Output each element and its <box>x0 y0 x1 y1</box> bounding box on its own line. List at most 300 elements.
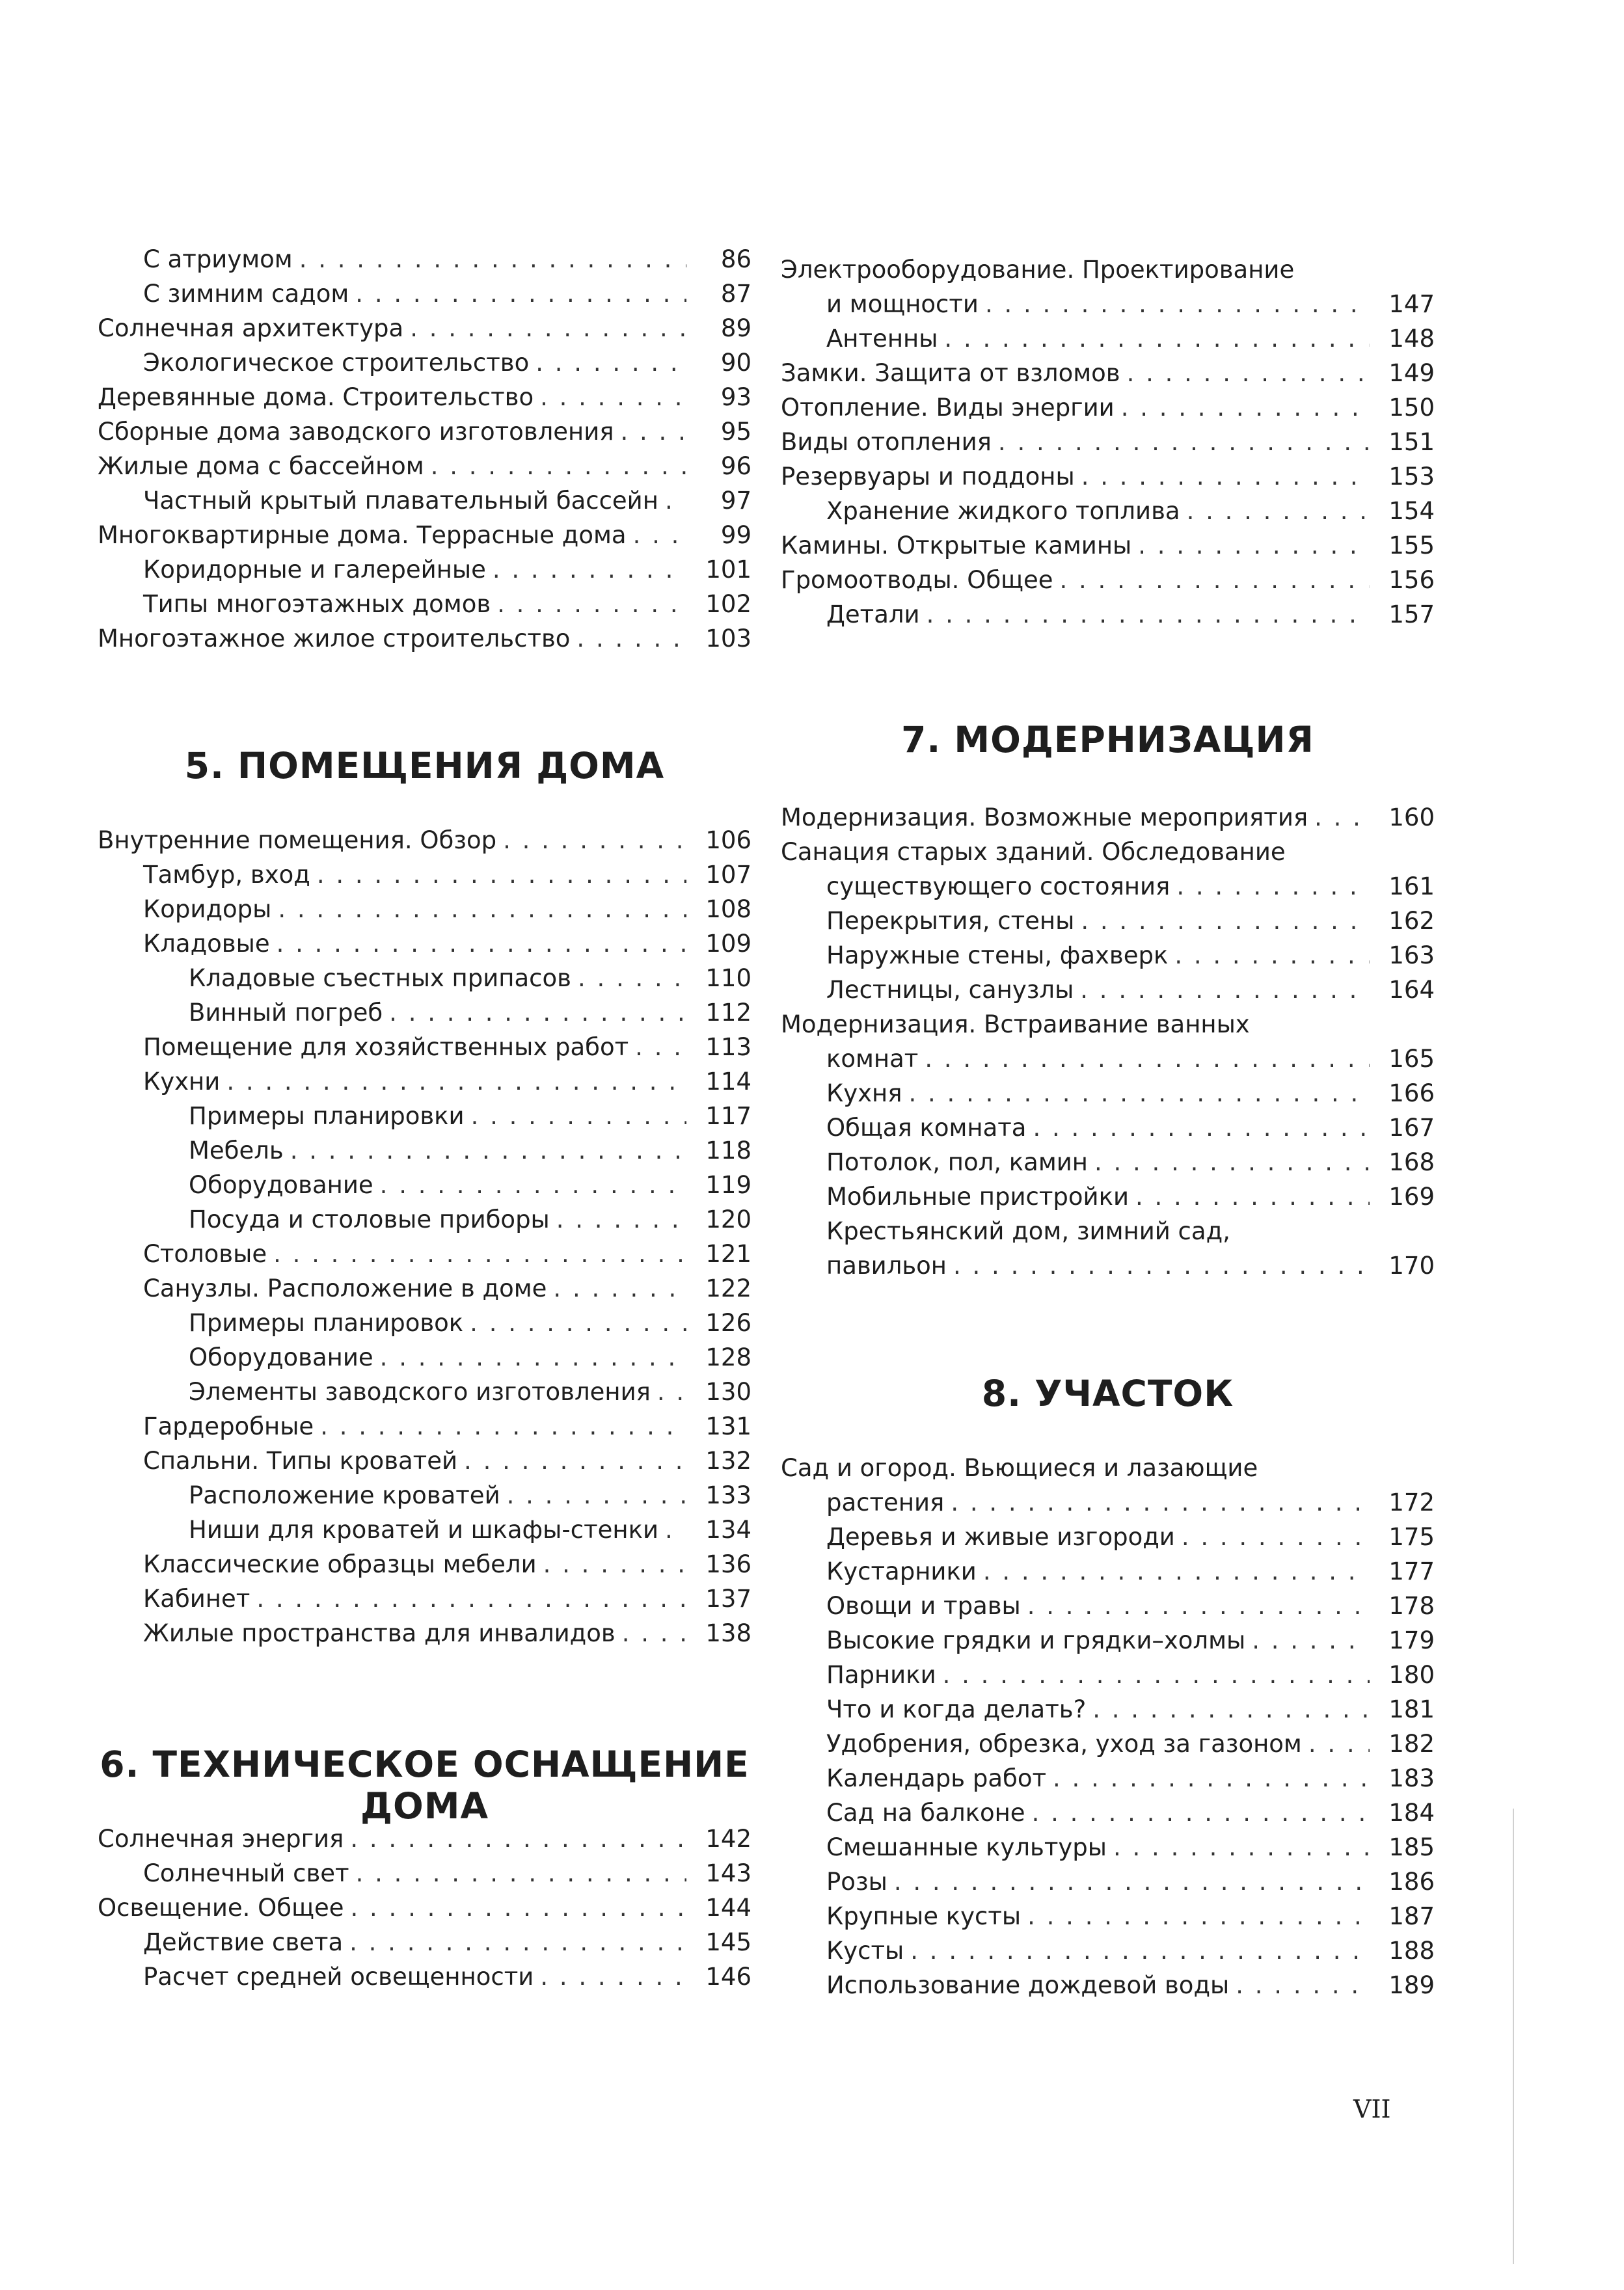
toc-entry-title: Коридорные и галерейные <box>143 556 486 584</box>
toc-entry <box>98 1822 751 1856</box>
toc-entry <box>781 1179 1435 1214</box>
toc-entry-page: 133 <box>705 1481 751 1509</box>
toc-entry-title: Санация старых зданий. Обследование <box>781 838 1286 866</box>
toc-entry <box>98 1064 751 1099</box>
toc-entry <box>98 621 751 656</box>
toc-entry-title: Многоэтажное жилое строительство <box>98 625 571 653</box>
toc-entry-page: 132 <box>705 1447 751 1475</box>
toc-entry <box>98 1133 751 1168</box>
dot-leader <box>1135 1179 1370 1214</box>
toc-entry-title: Кустарники <box>826 1557 977 1585</box>
dot-leader <box>622 1616 686 1650</box>
toc-entry-page: 167 <box>1388 1114 1435 1142</box>
toc-entry <box>98 1409 751 1444</box>
dot-leader <box>503 823 686 857</box>
toc-entry-title: Солнечный свет <box>143 1859 349 1887</box>
toc-entry-page: 180 <box>1388 1661 1435 1689</box>
toc-entry-page: 96 <box>720 452 751 480</box>
toc-entry-title: Расположение кроватей <box>189 1481 500 1509</box>
toc-entry-page: 156 <box>1388 566 1435 594</box>
dot-leader <box>356 1856 686 1891</box>
toc-entry <box>781 1520 1435 1554</box>
toc-entry-title: Общая комната <box>826 1114 1027 1142</box>
toc-entry <box>781 1623 1435 1658</box>
toc-entry-page: 162 <box>1388 907 1435 935</box>
dot-leader <box>1187 494 1370 528</box>
toc-entry <box>781 1658 1435 1692</box>
toc-entry <box>98 857 751 892</box>
dot-leader <box>351 1891 687 1925</box>
toc-entry <box>98 483 751 518</box>
toc-list-right-top <box>781 252 1435 632</box>
toc-entry-page: 106 <box>705 826 751 854</box>
toc-entry-title: Ниши для кроватей и шкафы-стенки <box>189 1516 658 1544</box>
toc-list-section-8 <box>781 1451 1435 2002</box>
toc-entry-title: Примеры планировок <box>189 1309 464 1337</box>
toc-entry-page: 155 <box>1388 532 1435 559</box>
toc-entry-title: Освещение. Общее <box>98 1894 344 1922</box>
dot-leader <box>543 1547 686 1582</box>
toc-entry-title: Крестьянский дом, зимний сад, <box>826 1217 1230 1245</box>
toc-entry-title: Кладовые <box>143 930 270 958</box>
toc-entry <box>98 552 751 587</box>
dot-leader <box>1094 1145 1370 1179</box>
toc-entry <box>781 1554 1435 1589</box>
dot-leader <box>535 345 686 380</box>
toc-entry-page: 103 <box>705 625 751 653</box>
toc-entry <box>781 1485 1435 1520</box>
dot-leader <box>576 621 686 656</box>
toc-entry <box>98 1891 751 1925</box>
dot-leader <box>927 597 1370 632</box>
toc-entry <box>781 1589 1435 1623</box>
toc-entry-title: Классические образцы мебели <box>143 1550 537 1578</box>
toc-entry <box>781 1830 1435 1865</box>
toc-entry-page: 102 <box>705 590 751 618</box>
dot-leader <box>299 242 686 276</box>
toc-entry-page: 108 <box>705 895 751 923</box>
toc-entry <box>98 1099 751 1133</box>
toc-entry <box>98 1616 751 1650</box>
dot-leader <box>277 926 686 961</box>
toc-entry-title: Календарь работ <box>826 1764 1047 1792</box>
toc-entry-title: Типы многоэтажных домов <box>143 590 491 618</box>
toc-entry-title: С атриумом <box>143 245 293 273</box>
toc-entry-page: 109 <box>705 930 751 958</box>
dot-leader <box>1174 938 1370 973</box>
toc-entry-title: Розы <box>826 1868 887 1896</box>
dot-leader <box>1127 356 1370 390</box>
toc-entry <box>781 528 1435 563</box>
dot-leader <box>278 892 686 926</box>
toc-entry-title: Громоотводы. Общее <box>781 566 1053 594</box>
toc-entry-title: Оборудование <box>189 1343 373 1371</box>
toc-entry <box>781 597 1435 632</box>
toc-entry <box>98 449 751 483</box>
toc-entry <box>781 425 1435 459</box>
toc-entry-title: Виды отопления <box>781 428 992 456</box>
toc-entry <box>98 1375 751 1409</box>
toc-entry-page: 177 <box>1388 1557 1435 1585</box>
toc-entry-page: 121 <box>705 1240 751 1268</box>
toc-entry-page: 157 <box>1388 600 1435 628</box>
toc-entry-title: Овощи и травы <box>826 1592 1021 1620</box>
toc-entry-page: 185 <box>1388 1833 1435 1861</box>
dot-leader <box>665 1513 686 1547</box>
dot-leader <box>1092 1692 1370 1727</box>
toc-entry-page: 136 <box>705 1550 751 1578</box>
toc-entry-title: Крупные кусты <box>826 1902 1022 1930</box>
toc-entry <box>98 1168 751 1202</box>
toc-entry-page: 149 <box>1388 359 1435 387</box>
dot-leader <box>1027 1899 1370 1933</box>
toc-entry-title: Оборудование <box>189 1171 373 1199</box>
section-heading-8: 8. УЧАСТОК <box>981 1373 1234 1414</box>
toc-entry-title: Детали <box>826 600 920 628</box>
dot-leader <box>943 1658 1370 1692</box>
toc-entry-title: Солнечная архитектура <box>98 314 404 342</box>
toc-entry <box>98 1513 751 1547</box>
toc-entry <box>98 1960 751 1994</box>
toc-entry <box>98 1340 751 1375</box>
toc-entry <box>781 1692 1435 1727</box>
toc-entry-title: Гардеробные <box>143 1412 314 1440</box>
toc-entry-page: 137 <box>705 1585 751 1613</box>
toc-entry <box>781 1451 1435 1485</box>
toc-entry-title: Кусты <box>826 1937 904 1965</box>
toc-entry <box>98 414 751 449</box>
toc-entry-page: 101 <box>705 556 751 584</box>
toc-entry-page: 138 <box>705 1619 751 1647</box>
toc-entry <box>781 287 1435 321</box>
dot-leader <box>1176 869 1370 904</box>
toc-entry <box>781 1111 1435 1145</box>
toc-entry-title: Что и когда делать? <box>826 1695 1087 1723</box>
dot-leader <box>1032 1796 1370 1830</box>
toc-list-section-5 <box>98 823 751 1650</box>
toc-entry-title: Частный крытый плавательный бассейн <box>143 487 658 515</box>
toc-entry-title: Столовые <box>143 1240 267 1268</box>
toc-entry <box>781 390 1435 425</box>
toc-entry-page: 117 <box>705 1102 751 1130</box>
toc-entry-title: Хранение жидкого топлива <box>826 497 1180 525</box>
toc-entry-title: Камины. Открытые камины <box>781 532 1132 559</box>
toc-entry-page: 175 <box>1388 1523 1435 1551</box>
dot-leader <box>556 1202 686 1237</box>
toc-entry <box>781 1761 1435 1796</box>
toc-entry-page: 145 <box>705 1928 751 1956</box>
toc-list-section-6 <box>98 1822 751 1994</box>
toc-entry-title: Мебель <box>189 1137 284 1165</box>
toc-entry-title: Кухни <box>143 1068 221 1096</box>
dot-leader <box>983 1554 1370 1589</box>
toc-entry <box>98 242 751 276</box>
toc-entry-page: 148 <box>1388 325 1435 353</box>
dot-leader <box>320 1409 686 1444</box>
toc-entry-title: Санузлы. Расположение в доме <box>143 1274 547 1302</box>
right-column <box>781 0 1435 2290</box>
toc-entry-page: 168 <box>1388 1148 1435 1176</box>
dot-leader <box>665 483 686 518</box>
toc-entry <box>98 1306 751 1340</box>
dot-leader <box>998 425 1370 459</box>
toc-entry <box>781 1796 1435 1830</box>
toc-entry <box>781 459 1435 494</box>
dot-leader <box>951 1485 1370 1520</box>
toc-entry <box>781 1899 1435 1933</box>
toc-entry-page: 161 <box>1388 872 1435 900</box>
toc-entry-page: 99 <box>720 521 751 549</box>
toc-entry-title: Сад на балконе <box>826 1799 1025 1827</box>
dot-leader <box>380 1168 686 1202</box>
toc-entry-title: павильон <box>826 1252 947 1280</box>
toc-entry-page: 182 <box>1388 1730 1435 1758</box>
toc-entry-page: 93 <box>720 383 751 411</box>
dot-leader <box>635 1030 686 1064</box>
toc-entry-page: 131 <box>705 1412 751 1440</box>
dot-leader <box>1182 1520 1370 1554</box>
dot-leader <box>355 276 686 311</box>
toc-entry-page: 188 <box>1388 1937 1435 1965</box>
toc-entry-title: Действие света <box>143 1928 344 1956</box>
scan-edge-divider <box>1513 1809 1514 2264</box>
toc-entry-title: Кладовые съестных припасов <box>189 964 571 992</box>
dot-leader <box>1308 1727 1370 1761</box>
dot-leader <box>317 857 686 892</box>
toc-entry <box>98 1582 751 1616</box>
dot-leader <box>633 518 686 552</box>
toc-entry-page: 114 <box>705 1068 751 1096</box>
section-heading-6: 6. ТЕХНИЧЕСКОЕ ОСНАЩЕНИЕ ДОМА <box>100 1744 750 1827</box>
toc-list-left-top <box>98 242 751 656</box>
dot-leader <box>470 1306 686 1340</box>
toc-entry-page: 143 <box>705 1859 751 1887</box>
toc-entry-page: 150 <box>1388 394 1435 422</box>
toc-entry <box>781 800 1435 835</box>
toc-entry <box>98 1547 751 1582</box>
dot-leader <box>953 1248 1370 1283</box>
dot-leader <box>1138 528 1370 563</box>
toc-entry-title: Кабинет <box>143 1585 250 1613</box>
toc-entry-title: Замки. Защита от взломов <box>781 359 1120 387</box>
toc-entry <box>98 1271 751 1306</box>
toc-entry-title: Модернизация. Встраивание ванных <box>781 1010 1250 1038</box>
toc-entry-title: Смешанные культуры <box>826 1833 1107 1861</box>
toc-entry <box>781 869 1435 904</box>
toc-entry <box>98 276 751 311</box>
toc-entry-page: 178 <box>1388 1592 1435 1620</box>
toc-entry <box>98 518 751 552</box>
toc-entry <box>98 961 751 995</box>
toc-entry-page: 186 <box>1388 1868 1435 1896</box>
toc-entry-title: Расчет средней освещенности <box>143 1963 534 1991</box>
toc-entry-page: 89 <box>720 314 751 342</box>
toc-entry-title: Жилые пространства для инвалидов <box>143 1619 616 1647</box>
toc-entry-page: 120 <box>705 1206 751 1233</box>
toc-entry-title: Солнечная энергия <box>98 1825 344 1853</box>
toc-entry-page: 119 <box>705 1171 751 1199</box>
section-heading-7: 7. МОДЕРНИЗАЦИЯ <box>901 719 1314 761</box>
toc-entry <box>98 380 751 414</box>
toc-entry-page: 95 <box>720 418 751 446</box>
toc-entry-title: Перекрытия, стены <box>826 907 1075 935</box>
toc-entry <box>98 1478 751 1513</box>
toc-entry <box>98 892 751 926</box>
dot-leader <box>226 1064 686 1099</box>
toc-entry-title: Парники <box>826 1661 936 1689</box>
toc-entry <box>781 1248 1435 1283</box>
dot-leader <box>493 552 686 587</box>
toc-entry-title: Элементы заводского изготовления <box>189 1378 651 1406</box>
dot-leader <box>944 321 1370 356</box>
dot-leader <box>1236 1968 1370 2002</box>
dot-leader <box>540 1960 686 1994</box>
toc-entry-title: Спальни. Типы кроватей <box>143 1447 458 1475</box>
dot-leader <box>894 1865 1370 1899</box>
toc-entry <box>781 1727 1435 1761</box>
toc-entry <box>781 973 1435 1007</box>
toc-entry <box>98 345 751 380</box>
toc-entry-page: 122 <box>705 1274 751 1302</box>
toc-entry <box>98 995 751 1030</box>
dot-leader <box>471 1099 686 1133</box>
toc-entry-page: 97 <box>720 487 751 515</box>
dot-leader <box>657 1375 686 1409</box>
dot-leader <box>497 587 686 621</box>
dot-leader <box>410 311 686 345</box>
toc-entry-page: 128 <box>705 1343 751 1371</box>
toc-entry-title: Помещение для хозяйственных работ <box>143 1033 629 1061</box>
toc-entry-title: Многоквартирные дома. Террасные дома <box>98 521 627 549</box>
toc-entry <box>781 1933 1435 1968</box>
toc-entry <box>781 321 1435 356</box>
toc-entry <box>781 1968 1435 2002</box>
dot-leader <box>540 380 686 414</box>
toc-entry <box>781 1007 1435 1042</box>
toc-entry-title: Деревянные дома. Строительство <box>98 383 534 411</box>
toc-entry-page: 154 <box>1388 497 1435 525</box>
dot-leader <box>350 1822 686 1856</box>
dot-leader <box>1113 1830 1370 1865</box>
dot-leader <box>1081 459 1370 494</box>
toc-entry-page: 181 <box>1388 1695 1435 1723</box>
toc-entry-page: 151 <box>1388 428 1435 456</box>
toc-entry-title: и мощности <box>826 290 979 318</box>
toc-entry-page: 130 <box>705 1378 751 1406</box>
dot-leader <box>273 1237 686 1271</box>
toc-entry <box>781 1076 1435 1111</box>
toc-entry-title: существующего состояния <box>826 872 1171 900</box>
dot-leader <box>1252 1623 1370 1658</box>
toc-entry-title: Лестницы, санузлы <box>826 976 1074 1004</box>
toc-entry <box>98 587 751 621</box>
dot-leader <box>1081 904 1370 938</box>
toc-entry-page: 153 <box>1388 463 1435 491</box>
dot-leader <box>1033 1111 1370 1145</box>
dot-leader <box>1121 390 1370 425</box>
toc-entry-title: Электрооборудование. Проектирование <box>781 256 1295 284</box>
toc-entry <box>98 1202 751 1237</box>
toc-entry <box>781 904 1435 938</box>
toc-entry-page: 183 <box>1388 1764 1435 1792</box>
toc-entry <box>98 823 751 857</box>
toc-entry-page: 184 <box>1388 1799 1435 1827</box>
toc-entry-page: 172 <box>1388 1488 1435 1516</box>
toc-entry <box>98 1030 751 1064</box>
dot-leader <box>1314 800 1370 835</box>
toc-entry <box>781 1145 1435 1179</box>
toc-entry-page: 187 <box>1388 1902 1435 1930</box>
toc-entry-title: Примеры планировки <box>189 1102 465 1130</box>
dot-leader <box>1060 563 1370 597</box>
dot-leader <box>578 961 686 995</box>
toc-entry-page: 142 <box>705 1825 751 1853</box>
toc-entry-page: 113 <box>705 1033 751 1061</box>
toc-entry-title: Высокие грядки и грядки–холмы <box>826 1626 1246 1654</box>
toc-entry <box>98 1237 751 1271</box>
toc-entry-page: 163 <box>1388 941 1435 969</box>
toc-entry-page: 126 <box>705 1309 751 1337</box>
toc-entry-page: 107 <box>705 861 751 889</box>
toc-entry-page: 166 <box>1388 1079 1435 1107</box>
toc-entry <box>98 1856 751 1891</box>
toc-entry-title: Удобрения, обрезка, уход за газоном <box>826 1730 1302 1758</box>
toc-entry <box>781 1865 1435 1899</box>
dot-leader <box>389 995 686 1030</box>
toc-entry-title: Экологическое строительство <box>143 349 530 377</box>
toc-entry-title: Винный погреб <box>189 999 383 1027</box>
toc-entry <box>781 1042 1435 1076</box>
toc-entry-title: Жилые дома с бассейном <box>98 452 424 480</box>
dot-leader <box>380 1340 686 1375</box>
toc-entry <box>98 1925 751 1960</box>
page-number: VII <box>1353 2095 1391 2123</box>
toc-entry-title: Деревья и живые изгороди <box>826 1523 1175 1551</box>
toc-entry <box>781 1214 1435 1248</box>
toc-entry-page: 86 <box>720 245 751 273</box>
dot-leader <box>909 1076 1370 1111</box>
toc-entry <box>781 494 1435 528</box>
toc-entry-title: растения <box>826 1488 945 1516</box>
toc-entry-title: комнат <box>826 1045 919 1073</box>
dot-leader <box>1080 973 1370 1007</box>
dot-leader <box>985 287 1370 321</box>
dot-leader <box>464 1444 686 1478</box>
dot-leader <box>290 1133 686 1168</box>
toc-entry-title: Тамбур, вход <box>143 861 310 889</box>
toc-entry-page: 144 <box>705 1894 751 1922</box>
toc-entry-page: 165 <box>1388 1045 1435 1073</box>
toc-entry-page: 87 <box>720 280 751 308</box>
toc-entry-page: 179 <box>1388 1626 1435 1654</box>
dot-leader <box>256 1582 686 1616</box>
toc-entry-page: 147 <box>1388 290 1435 318</box>
toc-entry-title: Кухня <box>826 1079 902 1107</box>
dot-leader <box>507 1478 686 1513</box>
toc-entry <box>98 926 751 961</box>
toc-entry-page: 189 <box>1388 1971 1435 1999</box>
toc-entry-title: Сборные дома заводского изготовления <box>98 418 614 446</box>
toc-entry-title: Мобильные пристройки <box>826 1183 1129 1211</box>
dot-leader <box>349 1925 686 1960</box>
toc-entry-title: С зимним садом <box>143 280 349 308</box>
toc-entry <box>781 563 1435 597</box>
toc-entry <box>781 835 1435 869</box>
toc-entry-title: Сад и огород. Вьющиеся и лазающие <box>781 1454 1258 1482</box>
section-heading-5: 5. ПОМЕЩЕНИЯ ДОМА <box>184 745 665 787</box>
toc-entry-title: Наружные стены, фахверк <box>826 941 1169 969</box>
dot-leader <box>621 414 686 449</box>
